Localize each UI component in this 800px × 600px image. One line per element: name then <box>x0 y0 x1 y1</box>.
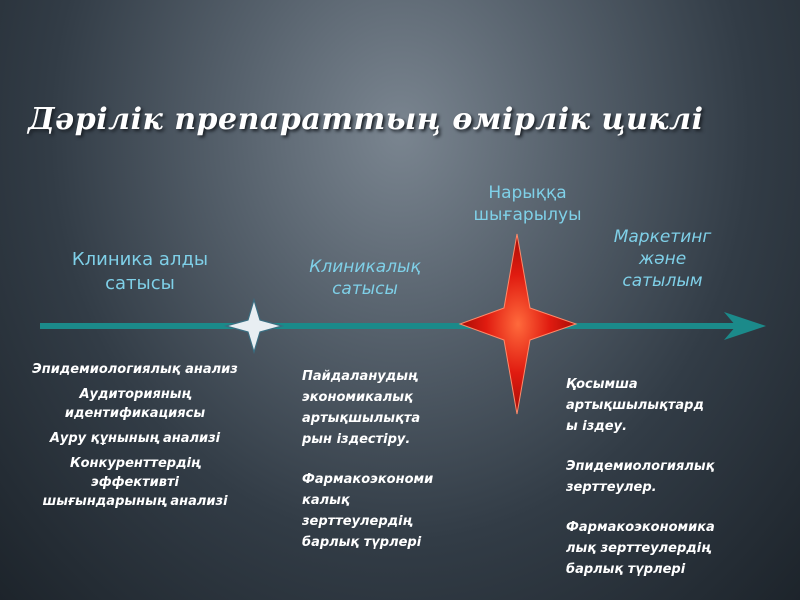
stage-marketing-label: Маркетинг және сатылым <box>613 227 712 291</box>
marketing-notes: Қосымша артықшылықтард ы іздеу. Эпидемиологиялық зерттеулер. Фармакоэкономика лық зерттеулердің барлық түрлері <box>566 377 715 577</box>
preclinical-notes <box>5 360 265 517</box>
stage-preclinical-label: Клиника алды сатысы <box>71 249 209 294</box>
clinical-notes: Пайдаланудың экономикалық артықшылықта рын іздестіру. Фармакоэкономи калық зерттеулердің барлық түрлері <box>302 369 434 550</box>
small-star-icon <box>226 300 282 352</box>
note-item: Ауру құнының анализі <box>49 431 221 446</box>
launch-star-icon <box>460 234 576 414</box>
stage-launch-label: Нарыққа шығарылуы <box>473 183 582 225</box>
note-item: Эпидемиологиялық анализ <box>32 362 238 377</box>
note-item: Конкуренттердің эффективті шығындарының анализі <box>42 456 228 509</box>
stage-clinical-label: Клиникалық сатысы <box>309 257 421 299</box>
slide-title: Дәрілік препараттың өмірлік циклі <box>28 102 704 137</box>
note-item: Аудиторияның идентификациясы <box>64 387 206 421</box>
